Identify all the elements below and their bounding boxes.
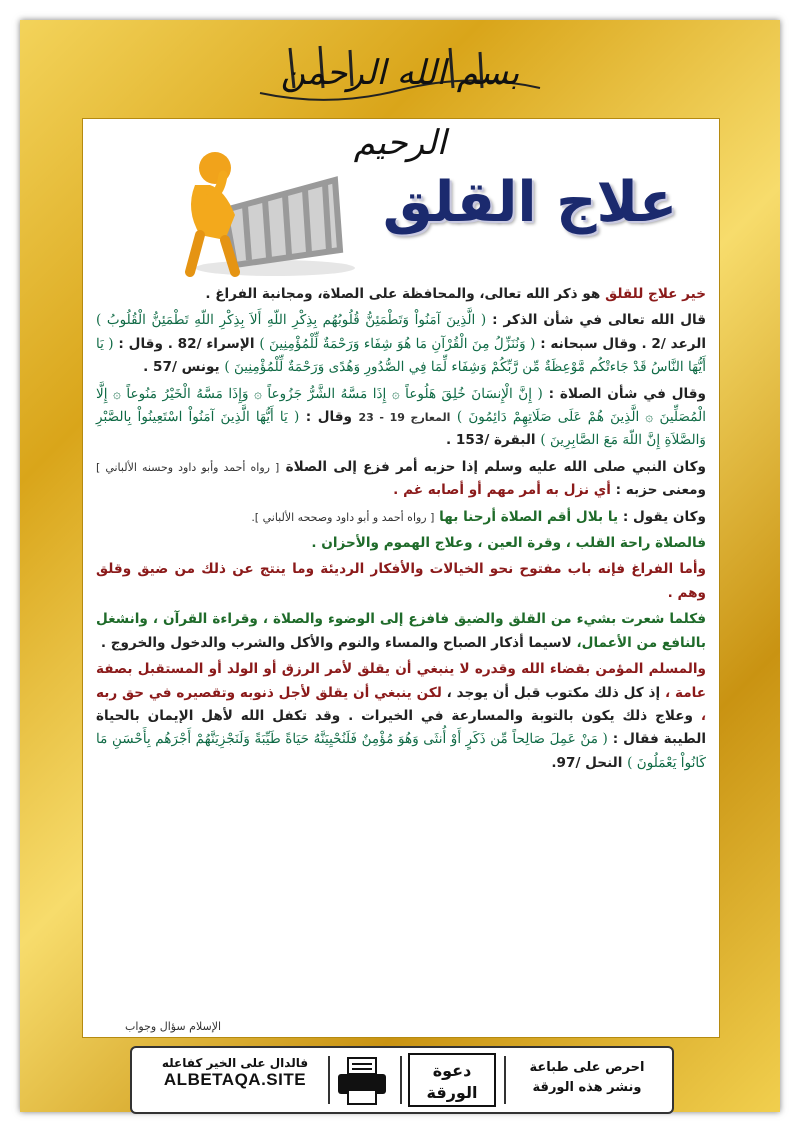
site-link[interactable]: ALBETAQA.SITE [163,1070,307,1089]
title-part-2: القلق [382,170,537,235]
logo-frame-icon [407,1052,497,1108]
paragraph-9: والمسلم المؤمن بقضاء الله وقدره لا ينبغي أن يقلق لأمر الرزق أو الولد أو المستقبل بصفة عامة ، إذ كل ذلك مكتوب قبل أن يوجد ، لكن ينبغي أن يقلق لأجل ذنوبه وتقصيره في حق ربه ، وعلاج ذلك يكون بالتوبة والمسارعة في الخيرات . وقد تكفل الله لأهل الإيمان بالحياة الطيبة فقال : ( مَنْ عَمِلَ صَالِحاً مِّن ذَكَرٍ أَوْ أُنثَى وَهُوَ مُؤْمِنٌ فَلَنُحْيِيَنَّهُ حَيَاةً طَيِّبَةً وَلَنَجْزِيَنَّهُمْ أَجْرَهُم بِأَحْسَنِ مَا كَانُواْ يَعْمَلُونَ ) النحل /97. [96,661,707,771]
article-body [96,283,706,1053]
paragraph-2: قال الله تعالى في شأن الذكر : ( الَّذِينَ آمَنُواْ وَتَطْمَئِنُّ قُلُوبُهُم بِذِكْرِ اللّهِ أَلاَ بِذِكْرِ اللّهِ تَطْمَئِنُّ الْقُلُوبُ ) الرعد /2 . وقال سبحانه : ( وَنُنَزِّلُ مِنَ الْقُرْآنِ مَا هُوَ شِفَاء وَرَحْمَةٌ لِّلْمُؤْمِنِينَ ) الإسراء /82 . وقال : ( يَا أَيُّهَا النَّاسُ قَدْ جَاءتْكُم مَّوْعِظَةٌ مِّن رَّبِّكُمْ وَشِفَاء لِّمَا فِي الصُّدُورِ وَهُدًى وَرَحْمَةٌ لِّلْمُؤْمِنِينَ ) يونس /57 . [96,312,706,376]
paragraph-1: خير علاج للقلق هو ذكر الله تعالى، والمحافظة على الصلاة، ومجانبة الفراغ . [205,286,706,302]
footer-slogan: فالدال على الخير كفاعله [161,1056,309,1070]
footer-print-note: احرص على طباعة ونشر هذه الورقة [529,1060,645,1095]
footer-site-block [140,1056,330,1104]
footer-bar [130,1046,674,1114]
dawa-logo [407,1052,497,1108]
paragraph-8: فكلما شعرت بشيء من القلق والضيق فافزع إلى الوضوء والصلاة ، وقراءة القرآن ، وانشغل بالنافع من الأعمال، لاسيما أذكار الصباح والمساء والنوم والأكل والشرب والدخول والخروج . [96,611,706,651]
bismillah-calligraphy [250,38,550,163]
paragraph-7: وأما الفراغ فإنه باب مفتوح نحو الخيالات والأفكار الرديئة وما ينتج عن ذلك من ضيق وقلق وهم . [96,561,706,601]
paragraph-4: وكان النبي صلى الله عليه وسلم إذا حزبه أمر فزع إلى الصلاة [ رواه أحمد وأبو داود وحسنه الألباني ] ومعنى حزبه : أي نزل به أمر مهم أو أصابه غم . [96,458,706,499]
footer-divider [504,1056,506,1104]
paragraph-3: وقال في شأن الصلاة : ( إِنَّ الْإِنسَانَ خُلِقَ هَلُوعاً ۞ إِذَا مَسَّهُ الشَّرُّ جَزُوعاً ۞ وَإِذَا مَسَّهُ الْخَيْرُ مَنُوعاً ۞ إِلَّا الْمُصَلِّينَ ۞ الَّذِينَ هُمْ عَلَى صَلَاتِهِمْ دَائِمُونَ ) المعارج 19 - 23 وقال : ( يَا أَيُّهَا الَّذِينَ آمَنُواْ اسْتَعِينُواْ بِالصَّبْرِ وَالصَّلاَةِ إِنَّ اللّهَ مَعَ الصَّابِرِينَ ) البقرة /153 . [96,385,706,449]
source-credit: الإسلام سؤال وجواب [125,1020,222,1033]
logo-line-2: الورقة [426,1083,478,1102]
footer-divider [400,1056,402,1104]
title-part-1: علاج [556,170,678,235]
logo-line-1: دعوة [432,1061,472,1080]
paragraph-6: فالصلاة راحة القلب ، وقرة العين ، وعلاج الهموم والأحزان . [311,535,706,552]
printer-icon [332,1054,392,1106]
paragraph-5: وكان يقول : يا بلال أقم الصلاة أرحنا بها [ رواه أحمد و أبو داود وصححه الألباني ]. [251,508,706,525]
bismillah-text: بسم الله الرحمن الرحيم [280,53,520,163]
worried-person-bench-icon [165,140,355,280]
page-title [380,170,680,250]
